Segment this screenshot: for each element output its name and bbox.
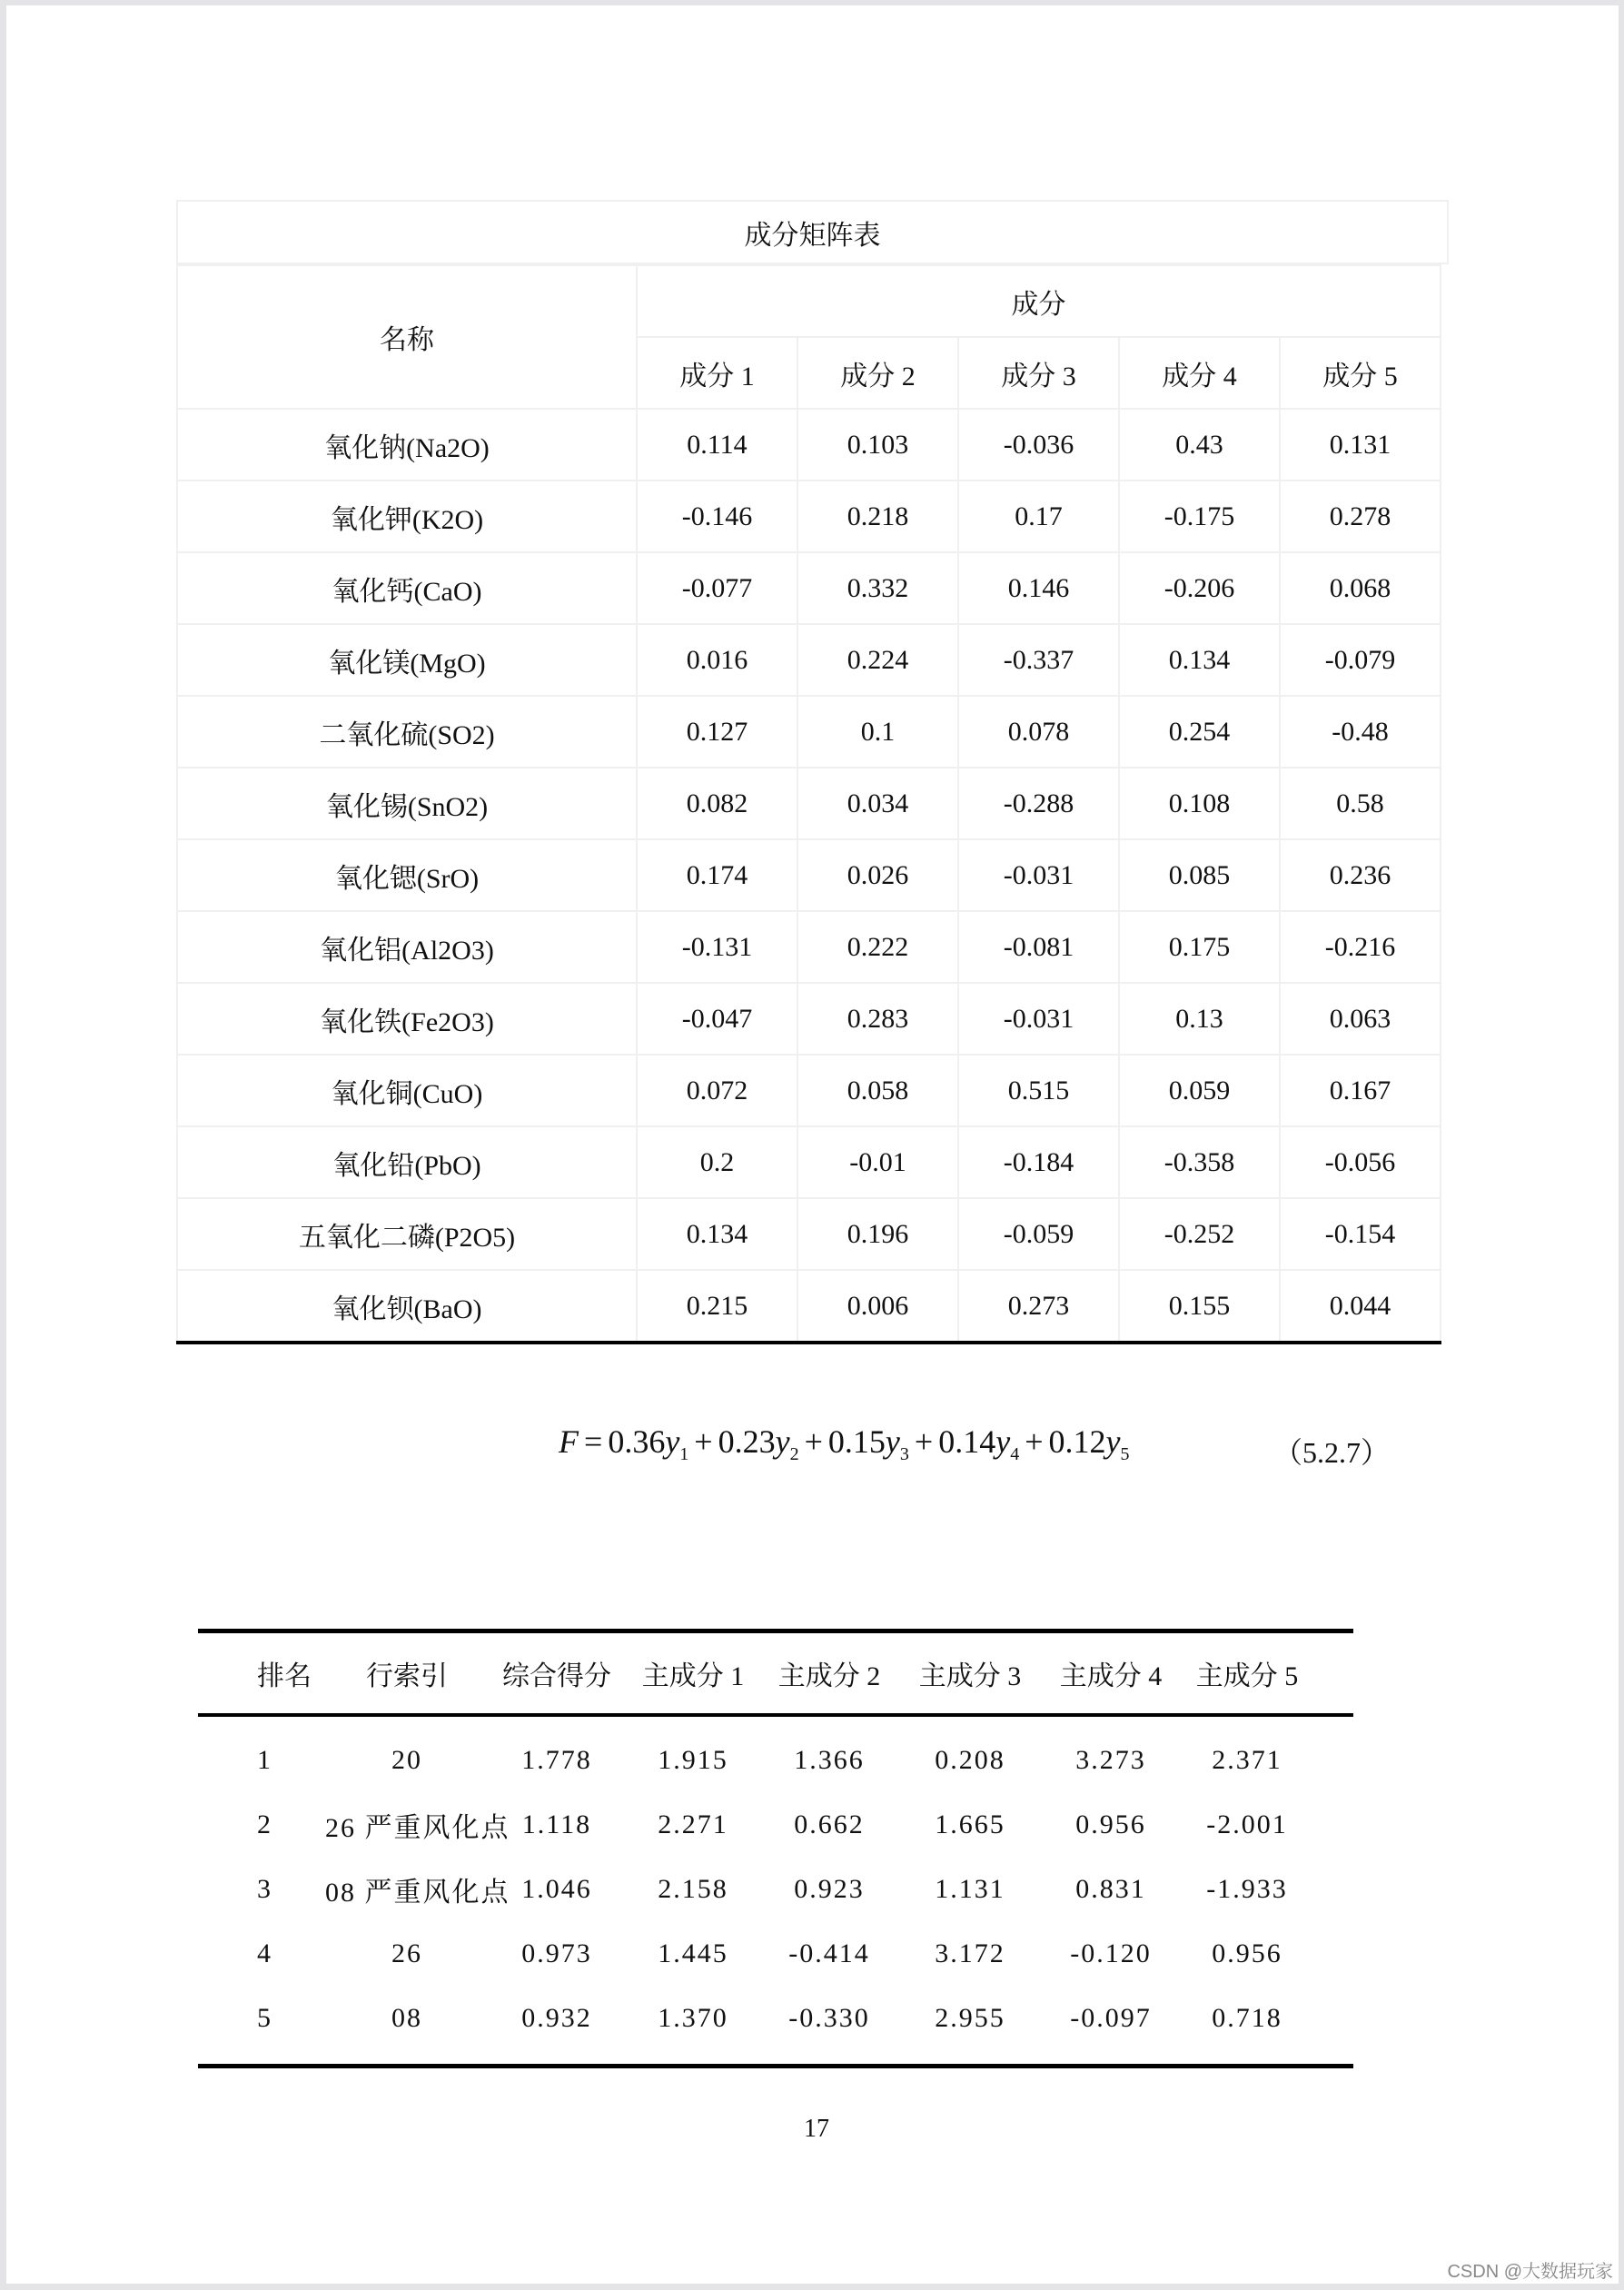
ranking-table [198,1629,1353,2068]
table-row [177,696,1441,768]
cell-pc4: -0.120 [1070,1938,1152,1968]
oxide-name: 二氧化硫(SO2) [177,696,637,768]
matrix-table-title [176,200,1449,264]
component-2-value: 0.026 [797,839,958,911]
component-3-value: -0.184 [958,1126,1119,1198]
cell-pc4: 0.956 [1075,1809,1146,1839]
table-row [177,768,1441,839]
component-5-value: -0.079 [1280,624,1441,696]
formula-variable: y [665,1423,680,1460]
component-4-value: 0.108 [1119,768,1280,839]
component-4-value: -0.206 [1119,552,1280,624]
cell-pc5: -2.001 [1206,1809,1288,1839]
component-1-value: 0.174 [637,839,797,911]
component-5-value: -0.056 [1280,1126,1441,1198]
component-5-value: 0.044 [1280,1270,1441,1343]
component-4-value: -0.358 [1119,1126,1280,1198]
component-5-value: 0.278 [1280,481,1441,552]
table-row [177,1055,1441,1126]
component-4-value: 0.085 [1119,839,1280,911]
formula-subscript: 4 [1010,1444,1020,1464]
ranking-table-header [198,1633,1353,1713]
formula-subscript: 2 [789,1444,799,1464]
cell-pc2: -0.414 [788,1938,870,1968]
column-header-component-1: 成分 1 [637,337,797,409]
formula-subscript: 1 [679,1444,689,1464]
component-5-value: 0.063 [1280,983,1441,1055]
component-3-value: -0.059 [958,1198,1119,1270]
weighted-score-formula [559,1423,1129,1486]
component-2-value: 0.103 [797,409,958,481]
component-4-value: -0.175 [1119,481,1280,552]
oxide-name: 氧化铁(Fe2O3) [177,983,637,1055]
column-header-component-2: 成分 2 [797,337,958,409]
cell-pc2: 1.366 [794,1744,865,1775]
ranking-table-body [198,1728,1353,2050]
cell-pc4: 3.273 [1075,1744,1146,1775]
formula-coefficient: 0.36 [608,1423,666,1460]
formula-variable: y [885,1423,900,1460]
component-3-value: -0.288 [958,768,1119,839]
component-group-header: 成分 [637,265,1441,337]
cell-rank: 1 [257,1744,272,1775]
formula-coefficient: 0.14 [938,1423,996,1460]
component-1-value: -0.131 [637,911,797,983]
component-3-value: -0.031 [958,839,1119,911]
component-2-value: 0.034 [797,768,958,839]
cell-rank: 4 [257,1938,272,1968]
cell-pc4: 0.831 [1075,1873,1146,1904]
cell-rank: 2 [257,1809,272,1839]
component-2-value: 0.006 [797,1270,958,1343]
component-1-value: 0.127 [637,696,797,768]
formula-terms [608,1423,1129,1465]
table-row [177,1198,1441,1270]
component-2-value: 0.196 [797,1198,958,1270]
header-pc1: 主成分 1 [641,1661,745,1691]
formula-variable: y [995,1423,1011,1460]
component-2-value: -0.01 [797,1126,958,1198]
component-1-value: 0.2 [637,1126,797,1198]
component-3-value: -0.036 [958,409,1119,481]
component-4-value: 0.254 [1119,696,1280,768]
component-4-value: -0.252 [1119,1198,1280,1270]
header-total-score: 综合得分 [502,1661,611,1691]
cell-total-score: 1.778 [521,1744,592,1775]
page-number: 17 [804,2115,829,2143]
cell-pc3: 0.208 [935,1744,1005,1775]
component-3-value: -0.337 [958,624,1119,696]
component-3-value: 0.078 [958,696,1119,768]
cell-pc1: 2.158 [658,1873,728,1904]
cell-pc1: 2.271 [658,1809,728,1839]
cell-pc4: -0.097 [1070,2002,1152,2033]
table-row [198,1857,1353,1921]
formula-equals: = [584,1423,603,1460]
cell-pc5: 2.371 [1212,1744,1282,1775]
oxide-name: 氧化钾(K2O) [177,481,637,552]
cell-pc5: 0.718 [1212,2002,1282,2033]
table-row [198,1986,1353,2050]
formula-plus: + [694,1423,713,1460]
table-bottom-rule [198,2064,1353,2068]
formula-plus: + [804,1423,823,1460]
formula-coefficient: 0.15 [827,1423,886,1460]
component-4-value: 0.13 [1119,983,1280,1055]
oxide-name: 氧化钙(CaO) [177,552,637,624]
cell-pc1: 1.370 [658,2002,728,2033]
formula-lhs: F [559,1423,579,1460]
oxide-name: 五氧化二磷(P2O5) [177,1198,637,1270]
component-2-value: 0.218 [797,481,958,552]
component-2-value: 0.283 [797,983,958,1055]
table-row [177,1126,1441,1198]
oxide-name: 氧化铝(Al2O3) [177,911,637,983]
cell-row-index: 08 [391,2002,422,2033]
watermark: CSDN @大数据玩家 [1447,2262,1613,2282]
component-2-value: 0.058 [797,1055,958,1126]
component-5-value: -0.216 [1280,911,1441,983]
cell-pc1: 1.915 [658,1744,728,1775]
component-5-value: 0.236 [1280,839,1441,911]
component-matrix-table [176,264,1441,1344]
table-row [177,911,1441,983]
header-rank: 排名 [257,1661,312,1691]
cell-total-score: 1.118 [521,1809,592,1839]
component-2-value: 0.222 [797,911,958,983]
formula-plus: + [914,1423,934,1460]
header-pc5: 主成分 5 [1195,1661,1299,1691]
component-2-value: 0.224 [797,624,958,696]
header-pc4: 主成分 4 [1059,1661,1163,1691]
table-row [198,1921,1353,1986]
table-row [177,481,1441,552]
component-5-value: 0.167 [1280,1055,1441,1126]
component-3-value: 0.146 [958,552,1119,624]
oxide-name: 氧化锡(SnO2) [177,768,637,839]
component-5-value: -0.154 [1280,1198,1441,1270]
cell-pc3: 3.172 [935,1938,1005,1968]
table-row [198,1792,1353,1857]
component-4-value: 0.059 [1119,1055,1280,1126]
table-row [177,839,1441,911]
cell-row-index: 20 [391,1744,422,1775]
table-row [177,409,1441,481]
component-5-value: 0.068 [1280,552,1441,624]
oxide-name: 氧化钠(Na2O) [177,409,637,481]
equation-number: （5.2.7） [1273,1436,1391,1469]
cell-rank: 3 [257,1873,272,1904]
component-1-value: -0.047 [637,983,797,1055]
component-4-value: 0.134 [1119,624,1280,696]
cell-pc1: 1.445 [658,1938,728,1968]
header-row-index: 行索引 [366,1661,448,1691]
name-column-header: 名称 [177,265,637,409]
component-3-value: 0.273 [958,1270,1119,1343]
cell-row-index: 26 [391,1938,422,1968]
cell-row-index: 08 严重风化点 [325,1877,510,1908]
table-row [177,1270,1441,1343]
table-row [177,624,1441,696]
table-row [198,1728,1353,1792]
cell-pc5: -1.933 [1206,1873,1288,1904]
component-3-value: -0.031 [958,983,1119,1055]
column-header-component-3: 成分 3 [958,337,1119,409]
cell-total-score: 1.046 [521,1873,592,1904]
cell-pc2: 0.662 [794,1809,865,1839]
document-page [6,5,1619,2284]
cell-pc5: 0.956 [1212,1938,1282,1968]
oxide-name: 氧化钡(BaO) [177,1270,637,1343]
oxide-name: 氧化铅(PbO) [177,1126,637,1198]
formula-subscript: 3 [899,1444,909,1464]
component-1-value: 0.016 [637,624,797,696]
cell-total-score: 0.932 [521,2002,592,2033]
component-3-value: 0.515 [958,1055,1119,1126]
component-3-value: 0.17 [958,481,1119,552]
cell-row-index: 26 严重风化点 [325,1812,510,1843]
cell-pc3: 2.955 [935,2002,1005,2033]
matrix-table-title-text: 成分矩阵表 [744,220,881,251]
component-3-value: -0.081 [958,911,1119,983]
component-2-value: 0.1 [797,696,958,768]
cell-pc2: -0.330 [788,2002,870,2033]
cell-total-score: 0.973 [521,1938,592,1968]
column-header-component-4: 成分 4 [1119,337,1280,409]
component-4-value: 0.155 [1119,1270,1280,1343]
component-1-value: 0.114 [637,409,797,481]
component-5-value: -0.48 [1280,696,1441,768]
component-1-value: 0.134 [637,1198,797,1270]
cell-pc2: 0.923 [794,1873,865,1904]
formula-variable: y [1105,1423,1121,1460]
oxide-name: 氧化铜(CuO) [177,1055,637,1126]
table-row [177,983,1441,1055]
component-2-value: 0.332 [797,552,958,624]
component-5-value: 0.58 [1280,768,1441,839]
component-5-value: 0.131 [1280,409,1441,481]
component-4-value: 0.43 [1119,409,1280,481]
cell-rank: 5 [257,2002,272,2033]
formula-coefficient: 0.12 [1048,1423,1106,1460]
column-header-component-5: 成分 5 [1280,337,1441,409]
oxide-name: 氧化镁(MgO) [177,624,637,696]
component-1-value: -0.146 [637,481,797,552]
component-4-value: 0.175 [1119,911,1280,983]
component-1-value: -0.077 [637,552,797,624]
cell-pc3: 1.665 [935,1809,1005,1839]
header-pc2: 主成分 2 [777,1661,881,1691]
formula-variable: y [775,1423,790,1460]
formula-coefficient: 0.23 [718,1423,776,1460]
component-1-value: 0.082 [637,768,797,839]
component-1-value: 0.215 [637,1270,797,1343]
component-1-value: 0.072 [637,1055,797,1126]
oxide-name: 氧化锶(SrO) [177,839,637,911]
table-row [177,552,1441,624]
header-pc3: 主成分 3 [918,1661,1022,1691]
cell-pc3: 1.131 [935,1873,1005,1904]
formula-plus: + [1025,1423,1044,1460]
formula-subscript: 5 [1120,1444,1130,1464]
